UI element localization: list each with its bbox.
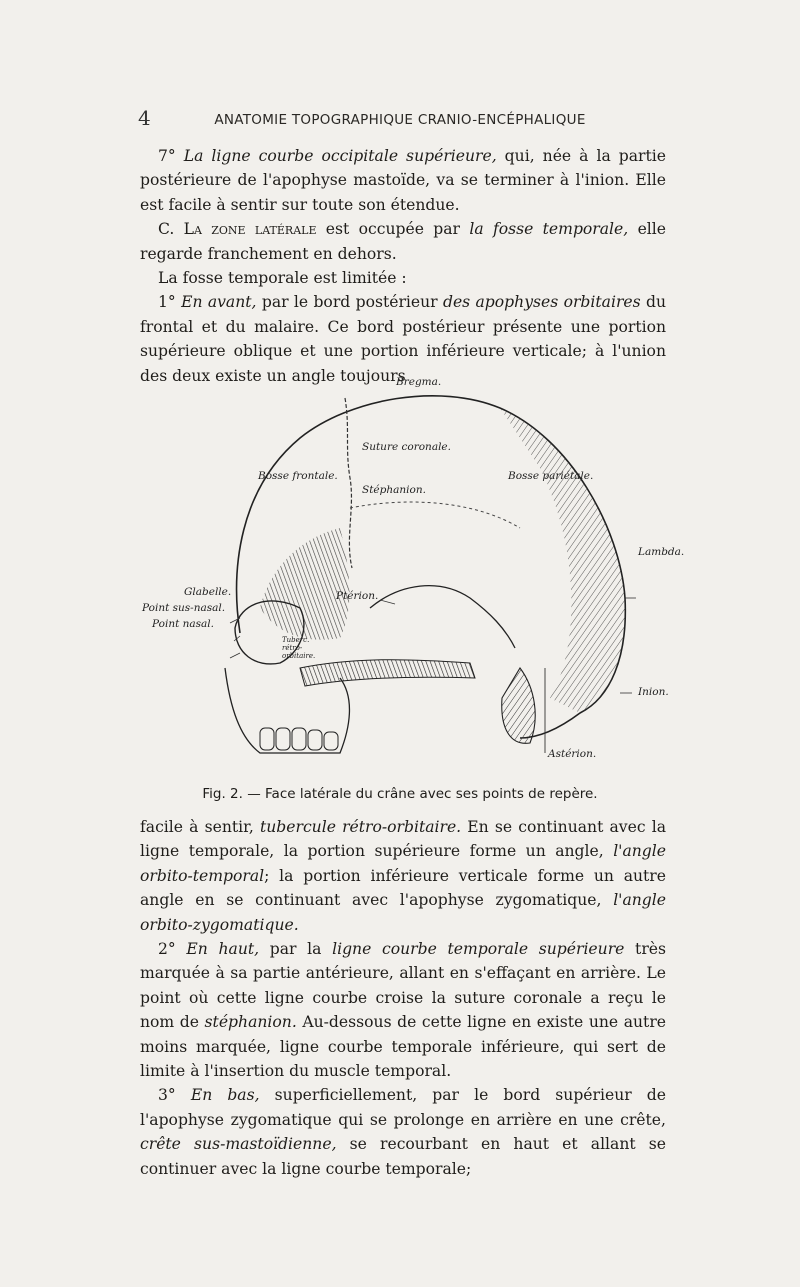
top-text-block [140,144,666,388]
paragraph-en-avant: 1° En avant, par le bord postérieur des apophyses orbitaires du frontal et du malaire. Ce bord postérieur présente une portion supérieure oblique et une portion inférieure verticale; à l'union des deux existe un angle toujours [140,293,666,385]
label-bosse-parietale: Bosse pariétale. [508,470,594,482]
skull-figure [140,368,685,768]
label-glabelle: Glabelle. [184,586,232,598]
paragraph-fosse: La fosse temporale est limitée : [158,269,407,288]
label-asterion: Astérion. [548,748,597,760]
label-stephanion: Stéphanion. [362,484,426,496]
paragraph-tubercule: facile à sentir, tubercule rétro-orbitaire. En se continuant avec la ligne temporale, la portion supérieure forme un angle, l'angle orbito-temporal; la portion inférieure verticale forme un autre angle en se continuant avec l'apophyse zygomatique, l'angle orbito-zygomatique. [140,818,666,934]
label-lambda: Lambda. [638,546,685,558]
label-point-sus-nasal: Point sus-nasal. [142,602,226,614]
label-bregma: Bregma. [396,376,442,388]
bottom-text-block [140,815,666,1181]
paragraph-zone-laterale: C. La zone latérale est occupée par la fosse temporale, elle regarde franchement en dehors. [140,220,667,263]
paragraph-en-bas: 3° En bas, superficiellement, par le bord supérieur de l'apophyse zygomatique qui se prolonge en arrière en une crête, crête sus-mastoïdienne, se recourbant en haut et allant se continuer avec la ligne courbe temporale; [140,1086,666,1178]
label-pterion: Ptérion. [336,590,379,602]
page-number: 4 [138,106,151,130]
running-head: ANATOMIE TOPOGRAPHIQUE CRANIO-ENCÉPHALIQUE [214,112,586,128]
label-tubercule: Tuberc. rétro-orbitaire. [282,636,316,660]
label-suture-coronale: Suture coronale. [362,441,451,453]
paragraph-en-haut: 2° En haut, par la ligne courbe temporale supérieure très marquée à sa partie antérieure, allant en s'effaçant en arrière. Le point où cette ligne courbe croise la suture coronale a reçu le nom de stéphanion. Au-dessous de cette ligne en existe une autre moins marquée, ligne courbe temporale inférieure, qui sert de limite à l'insertion du muscle temporal. [140,940,667,1081]
figure-caption: Fig. 2. — Face latérale du crâne avec ses points de repère. [202,786,598,802]
paragraph-7: 7° La ligne courbe occipitale supérieure, qui, née à la partie postérieure de l'apophyse mastoïde, va se terminer à l'inion. Elle est facile à sentir sur toute son étendue. [140,147,666,214]
label-inion: Inion. [638,686,669,698]
label-bosse-frontale: Bosse frontale. [258,470,338,482]
label-point-nasal: Point nasal. [152,618,215,630]
skull-illustration [140,368,666,768]
